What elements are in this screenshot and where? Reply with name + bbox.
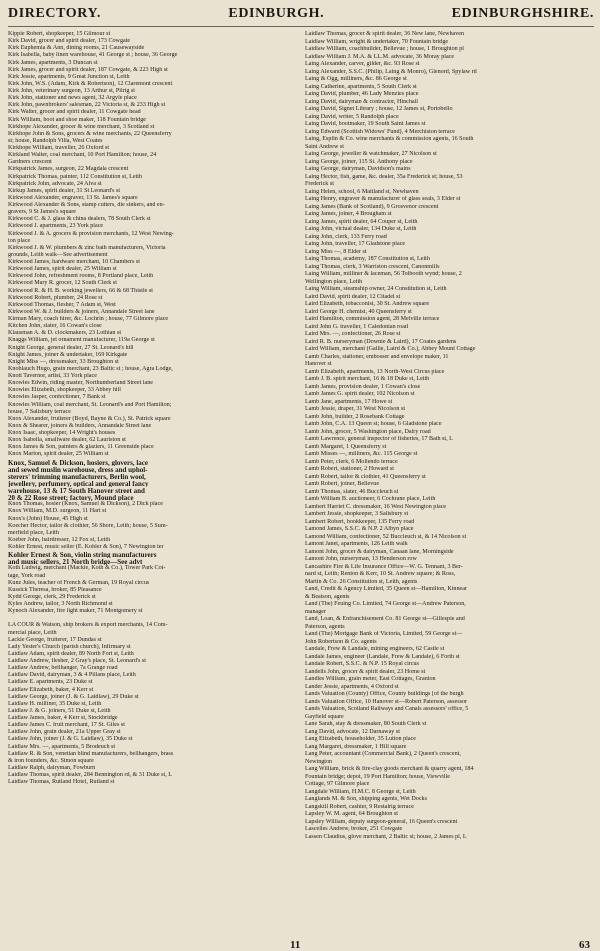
directory-entry: Laird Elizabeth, tobacconist, 30 St. Andrew square xyxy=(305,301,430,307)
directory-entry: Lamb Misses —, milliners, &c. 115 George st xyxy=(305,451,418,457)
directory-entry: LA COUR & Watson, ship brokers & export merchants, 14 Com- xyxy=(8,622,168,629)
directory-entry: Laidlaw George, joiner (J. & G. Laidlaw), 29 Duke st xyxy=(8,693,139,700)
directory-entry: Lang William, brick & fire-clay goods merchant & quarry agent, 184 xyxy=(305,766,474,772)
directory-entry: Lamb John, grocer, 5 Washington place, Dalry road xyxy=(305,428,431,435)
directory-entry: Gardners crescent xyxy=(8,159,52,166)
directory-entry: Langdale William, H.M.C. 8 George st, Leith xyxy=(305,788,416,795)
directory-entry: Fountain bridge; depot, 19 Port Hamilton; house, Viewville xyxy=(305,773,450,780)
directory-entry: Laing William, milliner & laceman, 56 Tolbooth wynd; house, 2 xyxy=(305,271,462,277)
directory-entry: Lambert Harriet C. dressmaker, 16 West Newington place xyxy=(305,503,447,510)
directory-entry: Kirkup James, spirit dealer, 31 St Leonard's st xyxy=(8,187,121,194)
directory-entry: Wellington place, Leith xyxy=(305,278,363,285)
directory-entry: Landale James, engineer (Landale, Frew & Landale), 6 Forth st xyxy=(305,653,460,660)
directory-entry: Laidlaw James C. fruit merchant, 17 St. Giles st xyxy=(8,722,125,729)
directory-entry: Kirkhope Alexander, grocer & wine merchant, 3 Scotland st xyxy=(8,123,155,130)
directory-entry: Kirkwood J. apartments, 23 York place xyxy=(8,223,104,230)
directory-entry: Kirkwood Alexander & Sons, stamp cutters, die sinkers, and en- xyxy=(8,202,165,208)
directory-entry: manager xyxy=(305,608,326,615)
directory-entry: warehouse, 13 & 17 South Hanover street and xyxy=(8,487,145,495)
directory-entry: Kirk John, veterinary surgeon, 13 Arthur st, Pilrig st xyxy=(8,88,135,94)
directory-entry: mercial place, Leith xyxy=(8,629,57,636)
footer-page-number: 63 xyxy=(579,939,590,951)
directory-entry: Cottage, 97 Gilmore place xyxy=(305,781,370,787)
directory-entry: Laidlaw William J. M.A. & LL.M. advocate, 36 Moray place xyxy=(305,53,455,60)
page-header xyxy=(8,6,594,27)
directory-entry: Lang Margaret, dressmaker, 1 Hill square xyxy=(305,743,407,750)
directory-entry: Laing George, jeweller & watchmaker, 27 Nicolson st xyxy=(305,151,437,157)
directory-entry: Knowles Edwin, riding master, Northumberland Street lane xyxy=(8,380,153,387)
directory-entry: Kirk Jessie, apartments, 9 Great Junction st, Leith xyxy=(8,73,130,80)
directory-entry: Laidlaw William, coachbuilder, Bellevue ; house, 1 Broughton pl xyxy=(305,46,464,52)
directory-entry: Lamont John, nurseryman, 13 Henderson row xyxy=(305,556,417,562)
directory-entry: Lassen Claudius, glove merchant, 2 Baltic st; house, 2 James pl, L xyxy=(305,833,467,840)
directory-entry: Laing William, steamship owner, 24 Constitution st, Leith xyxy=(305,286,447,292)
directory-entry: Laidlaw Andrew, bellhanger, 7a Grange road xyxy=(8,665,118,672)
directory-entry: house, 7 Salisbury terrace xyxy=(8,408,71,415)
directory-entry: Lamont Janet, apartments, 126 Leith walk xyxy=(305,541,408,547)
directory-entry: Laird William, merchant (Gallie, Laird & Co.), Abbey Mount Cottage xyxy=(305,346,476,352)
directory-entry: Lamont John, grocer & dairyman, Canaan lane, Morningside xyxy=(305,548,454,555)
directory-entry: sterers' trimming manufacturers, Berlin wool, xyxy=(8,472,146,480)
directory-entry: Lamb Peter, clerk, 6 Mollendo terrace xyxy=(305,458,398,465)
directory-entry: Knox Isabella, smallware dealer, 62 Lauriston st xyxy=(8,437,126,444)
directory-entry: Laing John, victual dealer, 134 Duke st, Leith xyxy=(305,226,417,232)
directory-entry: Kirk Euphemia & Ann, dining rooms, 21 Causewayside xyxy=(8,45,145,52)
directory-entry: Laing James, spirit dealer, 64 Couper st, Leith xyxy=(305,218,418,225)
directory-entry: Landells John, grocer & spirit dealer, 23 Home st xyxy=(305,668,426,675)
directory-entry: Laing Edward (Scottish Widows' Fund), 4 Merchiston terrace xyxy=(305,128,456,135)
directory-entry: Knox Isaac, shopkeeper, 14 Wright's houses xyxy=(8,430,116,436)
directory-entry: Laidlaw William, wright & undertaker, 70 Fountain bridge xyxy=(305,38,449,45)
directory-entry: Laird R. B. nurseryman (Downie & Laird), 17 Coates gardens xyxy=(305,338,457,345)
directory-entry: Laing Thomas, academy, 187 Constitution st, Leith xyxy=(305,256,430,262)
directory-entry: Kirk John, pawnbrokers' salesman, 22 Victoria st, & 233 High st xyxy=(8,102,166,109)
directory-entry: Kirk William, boot and shoe maker, 118 Fountain bridge xyxy=(8,116,146,123)
directory-entry: Lascelles Andrew, broker, 251 Cowgate xyxy=(305,826,403,832)
directory-entry: Lamb Margaret, 1 Queensferry st xyxy=(305,443,387,450)
directory-entry: Laing David, plumber, 46 Lady Menzies place xyxy=(305,91,419,97)
directory-entry: Laing David, Signet Library ; house, 12 James st, Portobello xyxy=(305,106,453,112)
directory-entry: Kippie Robert, shopkeeper, 15 Gilmour st xyxy=(8,31,111,37)
directory-entry: Lang Elizabeth, householder, 35 Lutton place xyxy=(305,736,416,742)
header-center: EDINBURGH. xyxy=(228,6,325,21)
directory-entry: Laidlaw E. apartments, 23 Duke st xyxy=(8,679,93,686)
directory-entry: Kohler Ernest, music seller (E. Kohler & Son), 7 Newington ter xyxy=(8,544,164,550)
directory-entry: Landles William, grain meter, East Cottages, Granton xyxy=(305,676,436,682)
directory-entry: Kynoch Alexander, fire light maker, 71 Montgomery st xyxy=(8,608,143,615)
directory-entry: Lands Valuation Office, 10 Hanover st—Robert Paterson, assessor xyxy=(305,698,468,705)
directory-entry: and music sellers, 21 North bridge—See advt xyxy=(8,558,143,566)
directory-entry: Kirk Walter, grocer and spirit dealer, 11 Cowgate head xyxy=(8,109,141,116)
directory-entry: Lamb William B. auctioneer, 6 Cochrane place, Leith xyxy=(305,496,436,502)
directory-entry: Lamb Lawrence, general inspector of fisheries, 17 Bath st, L xyxy=(305,436,453,442)
directory-entry: Laidlaw John, grain dealer, 21a Upper Gray st xyxy=(8,729,121,736)
directory-entry: Laird David, spirit dealer, 12 Citadel st xyxy=(305,293,401,300)
directory-entry: Knox's (John) House, 45 High st xyxy=(8,515,88,522)
directory-entry: Lamond William, confectioner, 52 Buccleuch st, & 14 Nicolson st xyxy=(305,533,467,540)
directory-entry: Kirkhope John & Sons, grocers & wine merchants, 22 Queensferry xyxy=(8,130,172,137)
directory-entry: Knox Thomas, hosier (Knox, Samuel & Dickson), 2 Dick place xyxy=(8,501,163,508)
directory-entry: Laing Henry, engraver & manufacturer of glass seals, 3 Elder st xyxy=(305,196,461,202)
directory-entry: & Beatson, agents xyxy=(305,593,350,600)
directory-entry: Langlands M. & Son, shipping agents, Wet Docks xyxy=(305,796,427,802)
directory-entry: Knoblauch Hugo, grain merchant, 23 Baltic st ; house, Agra Lodge, xyxy=(8,365,173,372)
directory-entry: Laing Thomas, clerk, 3 Warriston crescent, Canonmills xyxy=(305,263,440,270)
directory-entry: Kirkwood John, refreshment rooms, 8 Portland place, Leith xyxy=(8,273,154,280)
directory-entry: Knight James, joiner & undertaker, 169 Kirkgate xyxy=(8,351,128,358)
directory-entry: Laidlaw David, dairyman, 3 & 4 Pillans place, Leith xyxy=(8,672,136,679)
directory-entry: Laing Helen, school, 6 Maitland st, Newhaven xyxy=(305,188,419,195)
directory-entry: Laidlaw Mrs. —, apartments, 5 Brodeuch st xyxy=(8,743,116,750)
directory-entry: Laing Catherine, apartments, 5 South Clerk st xyxy=(305,83,417,90)
directory-entry: Kirk John, stationer and news agent, 32 Argyle place xyxy=(8,95,137,102)
directory-entry: Langskill Robert, cashier, 9 Restalrig terrace xyxy=(305,803,414,810)
directory-entry: Laing, Esplin & Co. wine merchants & commission agents, 16 South xyxy=(305,136,474,142)
directory-entry: and sewed muslin warehouse, dress and uphol- xyxy=(8,465,148,473)
directory-entry: Laing David, writer, 5 Randolph place xyxy=(305,113,399,120)
directory-entry: Lamond James, S.S.C. & N.P. 2 Albyn place xyxy=(305,526,414,532)
directory-entry: Kirkland Walter, coal merchant, 10 Port Hamilton; house, 24 xyxy=(8,152,157,159)
directory-entry: Laing Alexander, S.S.C. (Philip, Laing & Monro), Glenord, Spylaw rd xyxy=(305,68,477,75)
directory-entry: Laird John G. traveller, 1 Caledonian road xyxy=(305,323,408,330)
directory-entry: Kirman Mary, coach hirer, &c. Lochrin ; house, 77 Gilmore place xyxy=(8,316,169,322)
directory-entry: Laing Miss —, 8 Elder st xyxy=(305,248,367,255)
directory-entry: Kirkhope William, traveller, 26 Oxford st xyxy=(8,145,110,151)
directory-entry: Kirkwood R. & H. B. working jewellers, 66 & 68 Thistle st xyxy=(8,287,153,294)
header-right: EDINBURGHSHIRE. xyxy=(451,6,594,21)
directory-entry: Laidlaw Elizabeth, baker, 4 Kerr st xyxy=(8,686,94,693)
directory-entry: Lamb Charles, stationer, embosser and envelope maker, 11 xyxy=(305,353,449,360)
directory-entry: Lamb Robert, stationer, 2 Howard st xyxy=(305,466,394,472)
directory-entry: Lady Yester's Church (parish church), Infirmary st xyxy=(8,643,131,650)
directory-entry: Lancashire Fire & Life Insurance Office—W. G. Tennant, 3 Ber- xyxy=(305,563,463,570)
directory-entry: Frederick st xyxy=(305,181,334,187)
directory-entry: Laing Hector, fish, game, &c. dealer, 35a Frederick st; house, 53 xyxy=(305,173,463,180)
directory-entry: Lamb Robert, joiner, Bellevue xyxy=(305,481,380,487)
directory-entry: Laidlaw Andrew, flesher, 2 Gray's place, St. Leonard's st xyxy=(8,658,146,664)
directory-entry: Kussick Theresa, broker, 85 Pleasance xyxy=(8,586,102,593)
directory-entry: Kirk Isabella, baby linen warehouse, 41 George st ; house, 36 George xyxy=(8,52,178,59)
directory-entry: Lamb Elizabeth, apartments, 13 North-West Circus place xyxy=(305,368,445,375)
directory-entry: Klausman A. & D. clockmakers, 23 Lothian st xyxy=(8,330,122,337)
directory-entry: Paterson, agents xyxy=(305,623,345,630)
directory-entry: Koecher Hector, tailor & clothier, 56 Shore, Leith; house, 5 Sum- xyxy=(8,522,168,529)
directory-entry: Land (The) Mortgage Bank of Victoria, Limited, 59 George st— xyxy=(305,631,463,637)
directory-entry: Lapsley W. M. agent, 64 Broughton st xyxy=(305,811,398,817)
directory-entry: Laing George, joiner, 115 St. Anthony place xyxy=(305,158,413,165)
directory-entry: John Robertson & Co. agents xyxy=(305,638,377,645)
directory-entry: Lamb Thomas, slater, 46 Buccleuch st xyxy=(305,488,399,495)
directory-entry: Laing James (Bank of Scotland), 9 Grosvenor crescent xyxy=(305,203,439,210)
directory-entry: Laidlaw John, joiner (J. & G. Laidlaw), 35 Duke st xyxy=(8,736,133,743)
directory-entry: grounds, Leith walk—See advertisement xyxy=(8,251,108,258)
directory-entry: Kohler Ernest & Son, violin string manufacturers xyxy=(8,551,157,559)
directory-entry: Laing David, bootmaker, 19 South Saint James st xyxy=(305,121,426,127)
directory-entry: Laidlaw James, baker, 4 Kerr st, Stockbridge xyxy=(8,715,118,721)
directory-entry xyxy=(8,615,297,622)
directory-entry: Lambert Jessie, shopkeeper, 3 Salisbury st xyxy=(305,511,409,517)
footer-center-number: 11 xyxy=(290,939,301,951)
directory-entry: gravers, 9 St James's square xyxy=(8,209,76,216)
directory-entry: nard st, Leith; Renton & Kerr, 10 St. Andrew square; & Ross, xyxy=(305,571,456,577)
directory-entry: Lambert Robert, bookkeeper, 135 Ferry road xyxy=(305,518,415,525)
directory-entry: Laing John, clerk, 133 Ferry road xyxy=(305,233,387,240)
directory-entry: Lamb Robert, tailor & clothier, 41 Queensferry st xyxy=(305,473,426,480)
directory-entry: Kirk David, grocer and spirit dealer, 173 Cowgate xyxy=(8,38,131,45)
directory-entry: Kirkpatrick John, advocate, 24 Alva st xyxy=(8,180,102,187)
directory-entry: Lamb John, C.A. 13 Queen st; house, 6 Gladstone place xyxy=(305,421,442,427)
directory-entry: Kirkwood J. & A. grocers & provision merchants, 12 West Newing- xyxy=(8,230,174,237)
directory-entry: Knox Alexander, fruiterer (Boyd, Bayne & Co.), St. Patrick square xyxy=(8,415,171,422)
directory-entry: Laing George, dairyman, Davidson's mains xyxy=(305,166,411,172)
directory-entry: Landale Robert, S.S.C. & N.P. 15 Royal circus xyxy=(305,661,419,667)
directory-entry: Lander Jessie, apartments, 4 Oxford st xyxy=(305,683,399,690)
directory-entry: Saint Andrew st xyxy=(305,143,344,150)
directory-entry: Laidlaw H. milliner, 35 Duke st, Leith xyxy=(8,700,102,707)
directory-entry: Knight Miss —, dressmaker, 33 Broughton st xyxy=(8,358,119,365)
directory-entry: Lamb James G. spirit dealer, 102 Nicolson st xyxy=(305,391,415,397)
directory-entry: Kirkwood Robert, plumber, 24 Rose st xyxy=(8,294,103,301)
directory-entry: Knox & Shearer, joiners & builders, Annandale Street lane xyxy=(8,422,152,429)
directory-entry: Laidlaw Thomas, Rutland Hotel, Rutland st xyxy=(8,779,115,786)
directory-entry: Kirkwood James, spirit dealer, 25 William st xyxy=(8,266,117,273)
directory-entry: Kirkpatrick Thomas, painter, 112 Constitution st, Leith xyxy=(8,173,142,180)
directory-entry: st; house, Randolph Villa, West Coates xyxy=(8,137,103,144)
directory-entry: Land, Loan, & Enfranchisement Co. 81 George st—Gillespie and xyxy=(305,616,465,622)
directory-entry: 20 & 22 Rose street; factory, Mound place xyxy=(8,494,134,502)
directory-entry: jewellery, perfumery, optical and general fancy xyxy=(8,479,149,487)
directory-entry: Kirkwood C. & J. glass & china dealers, 78 South Clerk st xyxy=(8,216,151,223)
directory-entry: Laidlaw Ralph, dairyman, Fowburn xyxy=(8,764,96,771)
directory-entry: Laird Hamilton, commission agent, 28 Melville terrace xyxy=(305,316,440,322)
directory-entry: Kirk James, grocer and spirit dealer, 187 Cowgate, & 223 High st xyxy=(8,66,168,73)
directory-entry: Lands Valuation, Scotland Railways and Canals assessors' office, 5 xyxy=(305,706,469,712)
directory-entry: Laidlaw R. & Son, venetian blind manufacturers, bellhangers, brass xyxy=(8,750,174,757)
directory-entry: Knight George, general dealer, 27 St. Leonard's hill xyxy=(8,344,134,351)
directory-entry: Lamb Jessie, draper, 31 West Nicolson st xyxy=(305,406,406,412)
directory-entry: & iron founders, &c. Simon square xyxy=(8,757,94,764)
directory-entry: Kydd George, clerk, 29 Frederick st xyxy=(8,593,96,600)
directory-entry: Laird George H. chemist, 40 Queensferry st xyxy=(305,308,412,315)
directory-entry: Laing John, traveller, 17 Gladstone place xyxy=(305,241,406,247)
header-left: DIRECTORY. xyxy=(8,6,102,21)
directory-entry: Laing James, joiner, 4 Brougham st xyxy=(305,211,392,217)
directory-entry: Knox William, M.D. surgeon, 11 Hart st xyxy=(8,508,107,515)
directory-entry: Laidlaw Thomas, grocer & spirit dealer, 36 New lane, Newhaven xyxy=(305,31,465,37)
directory-entry: Landale, Frew & Landale, mining engineers, 62 Castle st xyxy=(305,646,445,652)
directory-entry: Koeber John, hairdresser, 12 Fox st, Leith xyxy=(8,536,111,543)
directory-entry: Hanover st xyxy=(305,361,332,367)
directory-entry: Kyles Andrew, tailor, 3 North Richmond st xyxy=(8,601,113,607)
directory-entry: Knowles Jasper, confectioner, 7 Bank st xyxy=(8,394,106,401)
directory-entry: Knowles Elizabeth, shopkeeper, 33 Abbey hill xyxy=(8,387,121,394)
directory-entry: Kitchen John, slater, 16 Cowan's close xyxy=(8,323,102,330)
directory-entry: Kirkwood W. & J. builders & joiners, Annandale Street lane xyxy=(8,308,155,315)
directory-entry: Lamb Jane, apartments, 17 Howe st xyxy=(305,398,393,405)
directory-entry: Knott Tavernor, artist, 33 York place xyxy=(8,373,97,379)
directory-entry: Lackie George, fruiterer, 17 Dundas st xyxy=(8,636,102,643)
directory-entry: Kirk James, apartments, 3 Duncan st xyxy=(8,59,98,66)
directory-entry: Lamb J. B. spirit merchant, 16 & 18 Duke st, Leith xyxy=(305,376,430,382)
directory-entry: Land (The) Feuing Co. Limited, 74 George st—Andrew Paterson, xyxy=(305,601,466,607)
directory-entry: Laing & Ogg, milliners, &c. 86 George st xyxy=(305,76,407,82)
directory-entry: Martin & Co. 26 Constitution st, Leith, agents xyxy=(305,578,418,585)
directory-entry: Kirkpatrick James, surgeon, 22 Magdala crescent xyxy=(8,166,129,173)
directory-entry: Kirkwood James, hardware merchant, 10 Chambers st xyxy=(8,259,140,265)
directory-entry: tage, York road xyxy=(8,572,46,579)
directory-entry: ton place xyxy=(8,237,31,244)
directory-entry: Laidlaw J. & G. joiners, 51 Duke st, Leith xyxy=(8,707,111,714)
directory-entry: Gayfield square xyxy=(305,713,344,720)
directory-entry: Laing Alexander, carver, gilder, &c. 93 Rose st xyxy=(305,61,420,67)
directory-entry: Lang Peter, accountant (Commercial Bank), 2 Queen's crescent, xyxy=(305,751,461,757)
directory-entry: Knox James & Son, painters & glaziers, 11 Greenside place xyxy=(8,444,154,451)
directory-columns xyxy=(8,31,594,841)
directory-entry: Lang David, advocate, 12 Darnaway st xyxy=(305,728,400,735)
directory-entry: Laidlaw Thomas, spirit dealer, 284 Bennington rd, & 31 Duke st, L xyxy=(8,772,172,778)
directory-entry: Lapsley William, deputy surgeon-general, 16 Queen's crescent xyxy=(305,818,458,825)
directory-entry: merfield place, Leith xyxy=(8,529,59,536)
directory-entry: Lane Sarah, stay & dressmaker, 80 South Clerk st xyxy=(305,721,427,727)
directory-entry: Knaggs William, jet ornament manufacturer, 119a George st xyxy=(8,337,155,344)
directory-entry: Knox, Samuel & Dickson, hosiers, glovers, lace xyxy=(8,458,148,466)
directory-entry: Knox Marion, spirit dealer, 25 William st xyxy=(8,451,109,458)
directory-entry: Lands Valuation (County) Office, County buildings [of the burgh xyxy=(305,691,464,697)
directory-entry: Lamb James, provision dealer, 1 Cowan's close xyxy=(305,383,421,390)
left-column xyxy=(8,31,297,841)
directory-entry: Kirkwood Alexander, engraver, 13 St. James's square xyxy=(8,194,138,201)
directory-entry: Kunz Jules, teacher of French & German, 19 Royal circus xyxy=(8,579,150,586)
directory-entry: Laird Mrs. —, confectioner, 26 Rose st xyxy=(305,331,401,337)
right-column xyxy=(305,31,594,841)
directory-entry: Koth Ludwig, merchant (Mackie, Koth & Co.), Tower Park Cot- xyxy=(8,565,166,572)
directory-entry: Newington xyxy=(305,758,333,765)
directory-entry: Lamb John, builder, 2 Rosebank Cottage xyxy=(305,413,405,420)
directory-entry: Knowles William, coal merchant, St. Leonard's and Port Hamilton; xyxy=(8,401,172,408)
directory-entry: Kirk John, W.S. (Adam, Kirk & Robertson), 12 Claremont crescent xyxy=(8,80,173,87)
directory-entry: Kirkwood Thomas, flesher, 7 Adam st, West xyxy=(8,301,116,308)
directory-entry: Land, Credit & Agency Limited, 35 Queen st—Hamilton, Kinnear xyxy=(305,586,467,592)
directory-entry: Laing David, dairyman & contractor, Hinchall xyxy=(305,98,418,105)
directory-entry: Kirkwood Mary R. grocer, 12 South Clerk st xyxy=(8,280,117,287)
directory-entry: Kirkwood J. & W. plumbers & zinc bath manufacturers, Victoria xyxy=(8,244,166,251)
directory-entry: Laidlaw Adam, spirit dealer, 89 North Fort st, Leith xyxy=(8,650,134,657)
